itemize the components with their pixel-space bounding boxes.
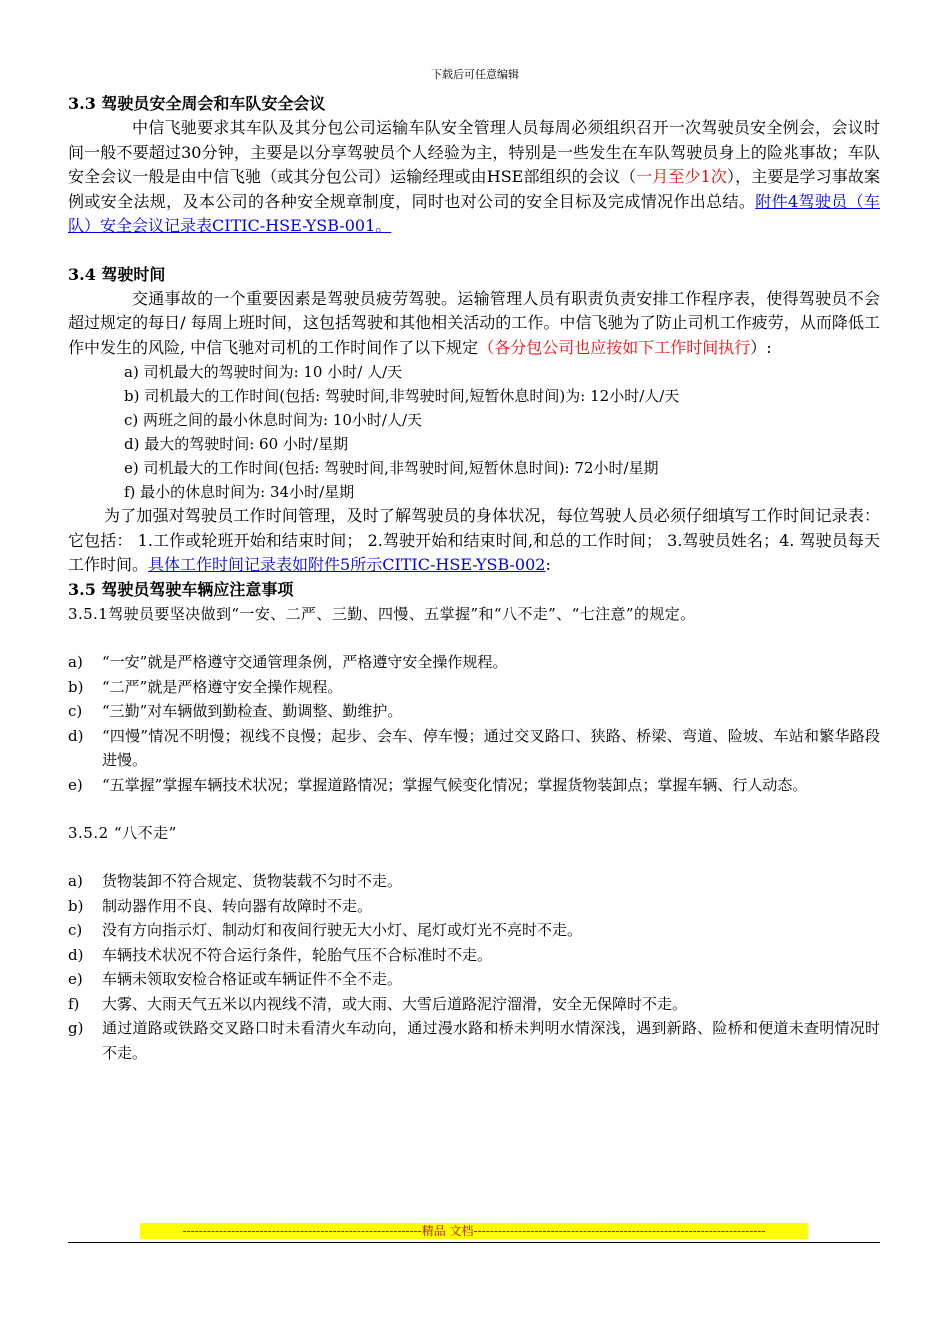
list-text: 制动器作用不良、转向器有故障时不走。 bbox=[102, 896, 373, 915]
section-3-3-title: 3.3 驾驶员安全周会和车队安全会议 bbox=[68, 94, 326, 113]
list-item bbox=[68, 869, 880, 894]
section-3-4-paragraph-2 bbox=[68, 504, 880, 578]
spacer bbox=[68, 845, 880, 869]
list-text: 货物装卸不符合规定、货物装载不匀时不走。 bbox=[102, 872, 403, 890]
list-item bbox=[68, 1016, 880, 1065]
list-marker: a) bbox=[68, 653, 83, 671]
list-text: “五掌握”掌握车辆技术状况；掌握道路情况；掌握气候变化情况；掌握货物装卸点；掌握车辆、行人动态。 bbox=[102, 775, 808, 794]
list-text: 车辆技术状况不符合运行条件，轮胎气压不合标准时不走。 bbox=[102, 945, 493, 964]
highlight-text: 一月至少1次 bbox=[636, 167, 728, 186]
list-item: a) 司机最大的驾驶时间为: 10 小时/ 人/天 bbox=[124, 363, 403, 381]
section-3-5-title: 3.5 驾驶员驾驶车辆应注意事项 bbox=[68, 579, 294, 599]
text-span: 中信飞驰要求其车队及其分包公司运输车队安全管理人员每周必须组织召开一次驾驶员安全例会，会议时间一般不要超过30分钟，主要是以分享驾驶员个人经验为主，特别是一些发生在车队驾驶员身上的险兆事故；车队安全会议一般是由中信飞驰（或其分包公司）运输经理或由HSE部组织的会议（ bbox=[68, 118, 880, 186]
text-span: ），主要是学习事故案例或安全法规，及本公司的各种安全规章制度，同时也对公司的安全目标及完成情况作出总结。 bbox=[68, 167, 880, 211]
text-span: 交通事故的一个重要因素是驾驶员疲劳驾驶。运输管理人员有职责负责安排工作程序表，使得驾驶员不会超过规定的每日/ 每周上班时间，这包括驾驶和其他相关活动的工作。中信飞驰为了防止司机工作疲劳，从而降低工作中发生的风险, 中信飞驰对司机的工作时间作了以下规定 bbox=[68, 288, 880, 357]
list-item bbox=[68, 943, 880, 968]
list-item bbox=[68, 918, 880, 943]
list-marker: g) bbox=[68, 1019, 84, 1037]
section-3-5-2-title: 3.5.2 “八不走” bbox=[68, 824, 177, 842]
list-text: “二严”就是严格遵守安全操作规程。 bbox=[102, 677, 343, 696]
list-text: 没有方向指示灯、制动灯和夜间行驶无大小灯、尾灯或灯光不亮时不走。 bbox=[102, 921, 583, 939]
list-text: 大雾、大雨天气五米以内视线不清，或大雨、大雪后道路泥泞溜滑，安全无保障时不走。 bbox=[102, 994, 688, 1013]
footer-banner: -----------------------------------------------------------精品 文档------------------------------------------------------------------------ bbox=[140, 1223, 808, 1239]
text-span: 为了加强对驾驶员工作时间管理，及时了解驾驶员的身体状况，每位驾驶人员必须仔细填写工作时间记录表：它包括： 1.工作或轮班开始和结束时间； 2.驾驶开始和结束时间,和总的工作时间； 3.驾驶员姓名；4. 驾驶员每天工作时间。 bbox=[68, 506, 880, 574]
section-3-4-paragraph bbox=[68, 287, 880, 361]
list-item: b) 司机最大的工作时间(包括: 驾驶时间,非驾驶时间,短暂休息时间)为: 12小时/人/天 bbox=[124, 387, 680, 405]
list-item bbox=[68, 675, 880, 700]
section-3-5-1-text: 3.5.1驾驶员要坚决做到“一安、二严、三勤、四慢、五掌握”和“八不走”、“七注意”的规定。 bbox=[68, 604, 696, 623]
spacer bbox=[68, 239, 880, 263]
list-marker: d) bbox=[68, 945, 84, 964]
list-item bbox=[68, 699, 880, 724]
spacer bbox=[68, 797, 880, 821]
text-span: ）: bbox=[750, 337, 772, 357]
page-header: 下载后可任意编辑 bbox=[431, 68, 519, 81]
list-marker: d) bbox=[68, 726, 84, 745]
list-item: d) 最大的驾驶时间: 60 小时/星期 bbox=[124, 435, 348, 453]
spacer bbox=[68, 626, 880, 650]
list-marker: f) bbox=[68, 994, 80, 1013]
working-time-rules bbox=[68, 360, 880, 504]
list-item bbox=[68, 992, 880, 1017]
attachment-5-link[interactable]: 具体工作时间记录表如附件5所示CITIC-HSE-YSB-002 bbox=[148, 555, 546, 574]
list-item: c) 两班之间的最小休息时间为: 10小时/人/天 bbox=[124, 411, 423, 429]
list-text: “三勤”对车辆做到勤检查、勤调整、勤维护。 bbox=[102, 702, 403, 720]
list-text: 通过道路或铁路交叉路口时未看清火车动向，通过漫水路和桥未判明水情深浅，遇到新路、险桥和便道未查明情况时不走。 bbox=[102, 1019, 880, 1062]
list-item bbox=[68, 650, 880, 675]
list-marker: e) bbox=[68, 775, 83, 794]
list-item bbox=[68, 773, 880, 798]
list-text: “一安”就是严格遵守交通管理条例，严格遵守安全操作规程。 bbox=[102, 653, 508, 671]
list-item: e) 司机最大的工作时间(包括: 驾驶时间,非驾驶时间,短暂休息时间): 72小时/星期 bbox=[124, 459, 659, 477]
list-marker: b) bbox=[68, 677, 84, 696]
list-marker: c) bbox=[68, 921, 83, 939]
list-item bbox=[68, 967, 880, 992]
highlight-text: （各分包公司也应按如下工作时间执行 bbox=[478, 337, 751, 357]
document-body bbox=[68, 92, 880, 1065]
list-marker: b) bbox=[68, 896, 84, 915]
list-text: 车辆未领取安检合格证或车辆证件不全不走。 bbox=[102, 970, 403, 988]
section-3-4-title: 3.4 驾驶时间 bbox=[68, 264, 166, 284]
list-item bbox=[68, 894, 880, 919]
text-span: : bbox=[545, 555, 551, 574]
list-marker: a) bbox=[68, 872, 83, 890]
attachment-4-link[interactable]: 附件4驾驶员（车队）安全会议记录表CITIC-HSE-YSB-001。 bbox=[68, 191, 880, 235]
list-item bbox=[68, 724, 880, 773]
list-marker: c) bbox=[68, 702, 83, 720]
eight-no-go-list bbox=[68, 869, 880, 1065]
list-item: f) 最小的休息时间为: 34小时/星期 bbox=[124, 483, 355, 501]
section-3-3-paragraph bbox=[68, 116, 880, 239]
five-principles-list bbox=[68, 650, 880, 797]
footer-divider bbox=[68, 1242, 880, 1243]
list-text: “四慢”情况不明慢；视线不良慢；起步、会车、停车慢；通过交叉路口、狭路、桥梁、弯道、险坡、车站和繁华路段进慢。 bbox=[102, 726, 880, 769]
list-marker: e) bbox=[68, 970, 83, 988]
